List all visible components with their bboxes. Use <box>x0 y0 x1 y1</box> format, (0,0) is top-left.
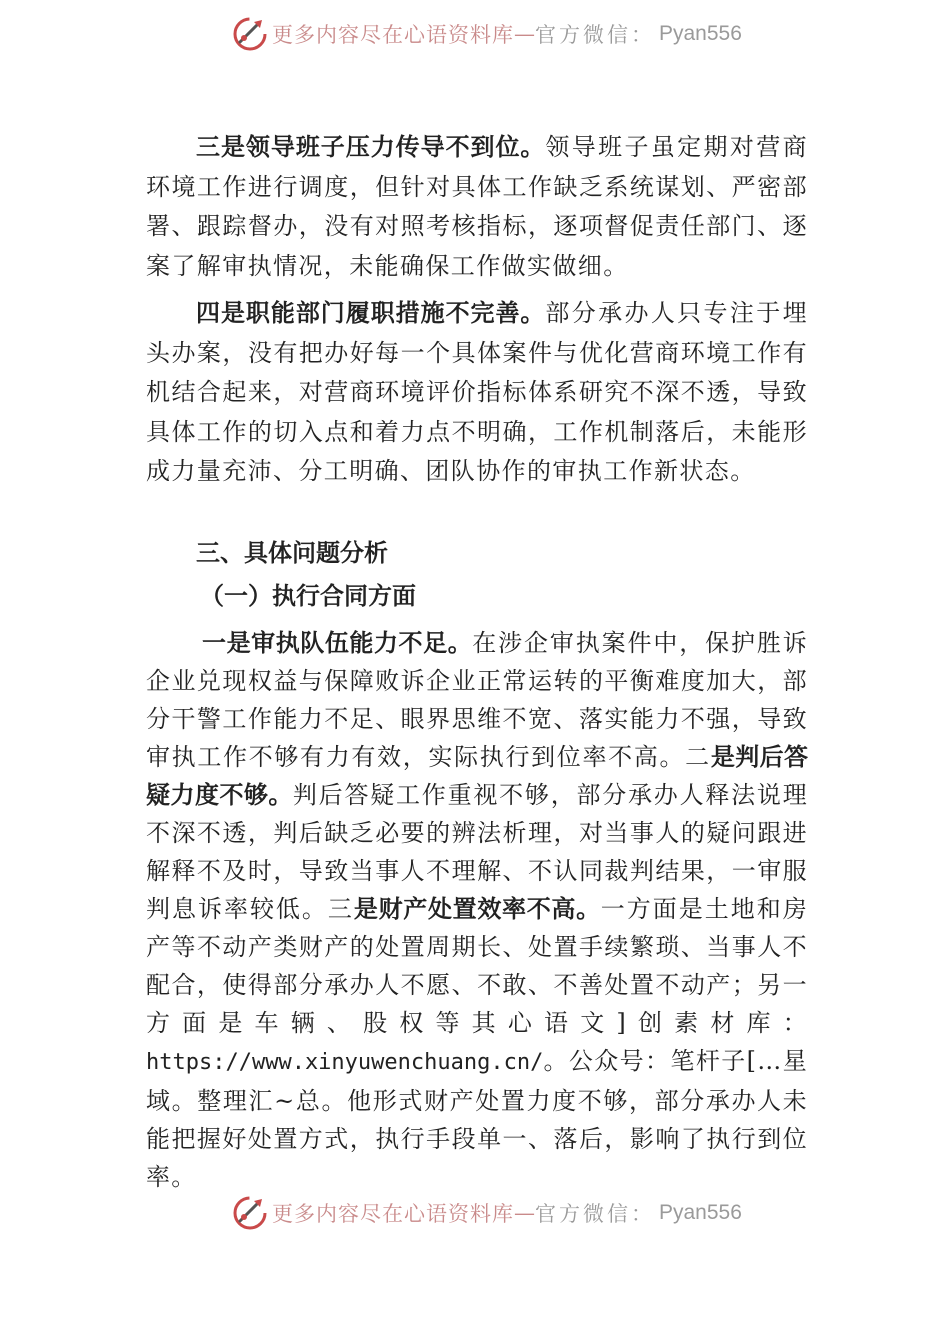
body-text <box>146 128 808 500</box>
brand-logo-icon <box>232 16 268 52</box>
separator: — <box>514 1201 535 1225</box>
paragraph-contract <box>146 624 808 1196</box>
separator: — <box>514 22 535 46</box>
wechat-id: Pyan556 <box>659 22 742 45</box>
wechat-id: Pyan556 <box>659 1201 742 1224</box>
footer-watermark <box>232 1195 742 1231</box>
paragraph-leadership <box>146 128 808 286</box>
paragraph-body: 判后答疑工作重视不够，部分承办人释法说理不深不透，判后缺乏必要的辨法析理，对当事人的疑问跟进解释不及时，导致当事人不理解、不认同裁判结果，一审服判息诉率较低。三 <box>146 781 809 923</box>
body-text-contract <box>146 624 808 1196</box>
brand-logo-icon <box>232 1195 268 1231</box>
brand-text: 更多内容尽在心语资料库 <box>272 1202 514 1226</box>
paragraph-lead: 是财产处置效率不高。 <box>353 895 601 923</box>
paragraph-lead: 一是审执队伍能力不足。 <box>202 629 473 657</box>
paragraph-lead: 三是领导班子压力传导不到位。 <box>196 133 546 161</box>
paragraph-body: 部分承办人只专注于埋头办案，没有把办好每一个具体案件与优化营商环境工作有机结合起来，对营商环境评价指标体系研究不深不透，导致具体工作的切入点和着力点不明确，工作机制落后，未能形成力量充沛、分工明确、团队协作的审执工作新状态。 <box>146 299 808 485</box>
paragraph-body: 。公众号：笔杆子[…星域。整理汇~总。他形式财产处置力度不够，部分承办人未能把握好处置方式，执行手段单一、落后，影响了执行到位率。 <box>146 1047 808 1191</box>
paragraph-body: 在涉企审执案件中，保护胜诉企业兑现权益与保障败诉企业正常运转的平衡难度加大，部分干警工作能力不足、眼界思维不宽、落实能力不强，导致审执工作不够有力有效，实际执行到位率不高。二 <box>146 629 808 771</box>
paragraph-body: 一方面是土地和房产等不动产类财产的处置周期长、处置手续繁琐、当事人不配合，使得部分承办人不愿、不敢、不善处置不动产；另一方面是车辆、股权等其心语文]创素材库： <box>146 895 808 1037</box>
official-label: 官方微信： <box>535 1202 655 1226</box>
paragraph-body: 领导班子虽定期对营商环境工作进行调度，但针对具体工作缺乏系统谋划、严密部署、跟踪督办，没有对照考核指标，逐项督促责任部门、逐案了解审执情况，未能确保工作做实做细。 <box>146 133 808 280</box>
source-url: https://www.xinyuwenchuang.cn/ <box>146 1050 544 1075</box>
paragraph-lead: 是判后答疑力度不够。 <box>146 743 809 809</box>
section-heading: 三、具体问题分析 <box>196 539 388 567</box>
sub-heading: （一）执行合同方面 <box>200 582 416 610</box>
paragraph-lead: 四是职能部门履职措施不完善。 <box>196 299 546 327</box>
paragraph-departments <box>146 294 808 492</box>
header-watermark <box>232 16 742 52</box>
official-label: 官方微信： <box>535 23 655 47</box>
brand-text: 更多内容尽在心语资料库 <box>272 23 514 47</box>
